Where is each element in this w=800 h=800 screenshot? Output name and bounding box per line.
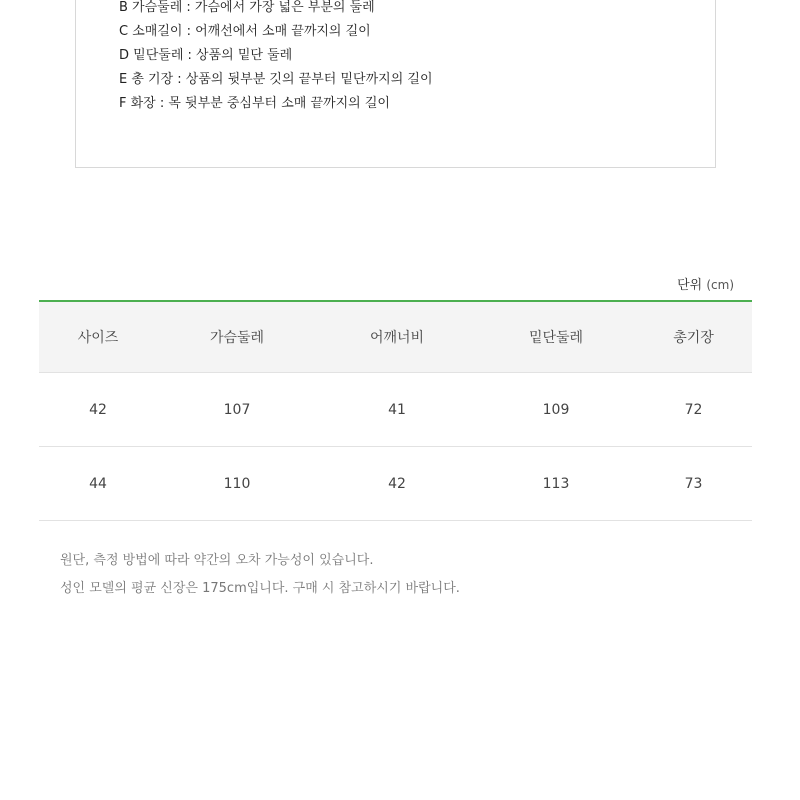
unit-label-text: 단위 [677, 278, 703, 293]
guide-item-sleeve-from-neck: F 화장 : 목 뒷부분 중심부터 소매 끝까지의 길이 [119, 96, 390, 111]
cell-shoulder: 41 [317, 373, 477, 447]
table-row [39, 373, 752, 447]
cell-size: 44 [39, 447, 157, 521]
header-row [39, 301, 752, 373]
unit-label [677, 274, 734, 293]
guide-item-sleeve: C 소매길이 : 어깨선에서 소매 끝까지의 길이 [119, 24, 371, 39]
header-size: 사이즈 [39, 301, 157, 373]
guide-item-chest: B 가슴둘레 : 가슴에서 가장 넓은 부분의 둘레 [119, 0, 375, 15]
cell-hem: 113 [477, 447, 635, 521]
table-row [39, 447, 752, 521]
cell-hem: 109 [477, 373, 635, 447]
size-table [39, 300, 752, 521]
cell-length: 73 [635, 447, 752, 521]
guide-item-length: E 총 기장 : 상품의 뒷부분 깃의 끝부터 밑단까지의 길이 [119, 72, 433, 87]
measurement-guide-list [119, 0, 433, 116]
cell-shoulder: 42 [317, 447, 477, 521]
note-tolerance: 원단, 측정 방법에 따라 약간의 오차 가능성이 있습니다. [60, 553, 374, 568]
cell-length: 72 [635, 373, 752, 447]
cell-chest: 107 [157, 373, 317, 447]
guide-item-hem: D 밑단둘레 : 상품의 밑단 둘레 [119, 48, 293, 63]
size-table-header [39, 301, 752, 373]
header-shoulder: 어깨너비 [317, 301, 477, 373]
cell-size: 42 [39, 373, 157, 447]
header-hem: 밑단둘레 [477, 301, 635, 373]
header-length: 총기장 [635, 301, 752, 373]
size-table-body [39, 373, 752, 521]
note-model-height: 성인 모델의 평균 신장은 175cm입니다. 구매 시 참고하시기 바랍니다. [60, 581, 460, 596]
cell-chest: 110 [157, 447, 317, 521]
size-notes [60, 547, 460, 603]
header-chest: 가슴둘레 [157, 301, 317, 373]
unit-label-value: (cm) [706, 278, 734, 292]
